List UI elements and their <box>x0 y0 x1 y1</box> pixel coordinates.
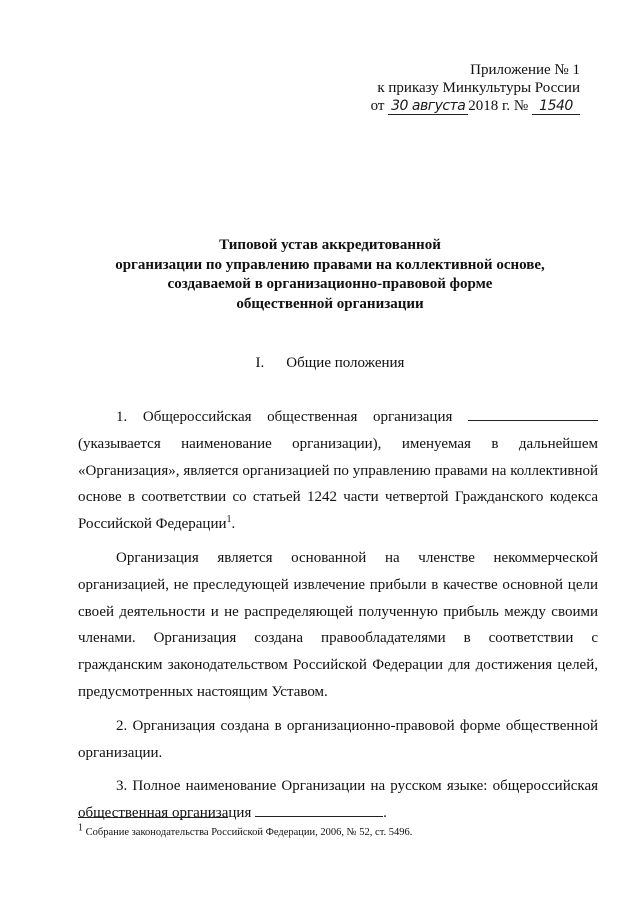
title-line-2: организации по управлению правами на коллективной основе, <box>115 256 545 273</box>
order-year: 2018 г. № <box>468 98 529 114</box>
paragraph-4-end: . <box>383 805 387 822</box>
paragraph-4-text: 3. Полное наименование Организации на русском языке: общероссийская общественная организация <box>78 778 598 822</box>
paragraph-3: 2. Организация создана в организационно-правовой форме общественной организации. <box>78 717 598 761</box>
appendix-number: Приложение № 1 <box>470 62 580 78</box>
appendix-header <box>340 61 580 115</box>
document-body <box>78 404 598 834</box>
section-title: Общие положения <box>286 355 405 371</box>
footnote-mark: 1 <box>78 822 83 834</box>
organization-name-blank <box>468 406 598 421</box>
document-title <box>60 236 600 314</box>
footnote-reference: 1 <box>226 514 232 526</box>
order-reference: к приказу Минкультуры России <box>377 80 580 96</box>
paragraph-1-end: . <box>231 516 236 533</box>
section-heading <box>60 355 600 372</box>
short-name-blank <box>255 802 383 817</box>
paragraph-1-body: (указывается наименование организации), именуемая в дальнейшем «Организация», является организацией по управлению правами на коллективной основе в соответствии со статьей 1242 части четвертой Гражданского кодекса Российской Федерации <box>78 435 598 533</box>
paragraph-1-lead: 1. Общероссийская общественная организация <box>116 409 453 425</box>
from-label: от <box>370 98 385 114</box>
title-line-4: общественной организации <box>236 295 424 312</box>
section-number: I. <box>255 355 265 371</box>
footnote-divider <box>78 817 228 818</box>
paragraph-1 <box>78 404 598 538</box>
title-line-1: Типовой устав аккредитованной <box>219 237 441 253</box>
order-date-line <box>340 97 580 115</box>
handwritten-order-number: 1540 <box>532 99 580 115</box>
paragraph-2: Организация является основанной на членстве некоммерческой организацией, не преследующей извлечение прибыли в качестве основной цели своей деятельности и не распределяющей полученную прибыль между своими членами. Организация создана правообладателями в соответствии с гражданским законодательством Российской Федерации для достижения целей, предусмотренных настоящим Уставом. <box>78 549 598 700</box>
paragraph-4 <box>78 773 598 827</box>
footnote-text: Собрание законодательства Российской Федерации, 2006, № 52, ст. 5496. <box>85 827 413 838</box>
title-line-3: создаваемой в организационно-правовой форме <box>167 276 493 292</box>
handwritten-date: 30 августа <box>388 99 468 115</box>
footnote <box>78 822 598 840</box>
